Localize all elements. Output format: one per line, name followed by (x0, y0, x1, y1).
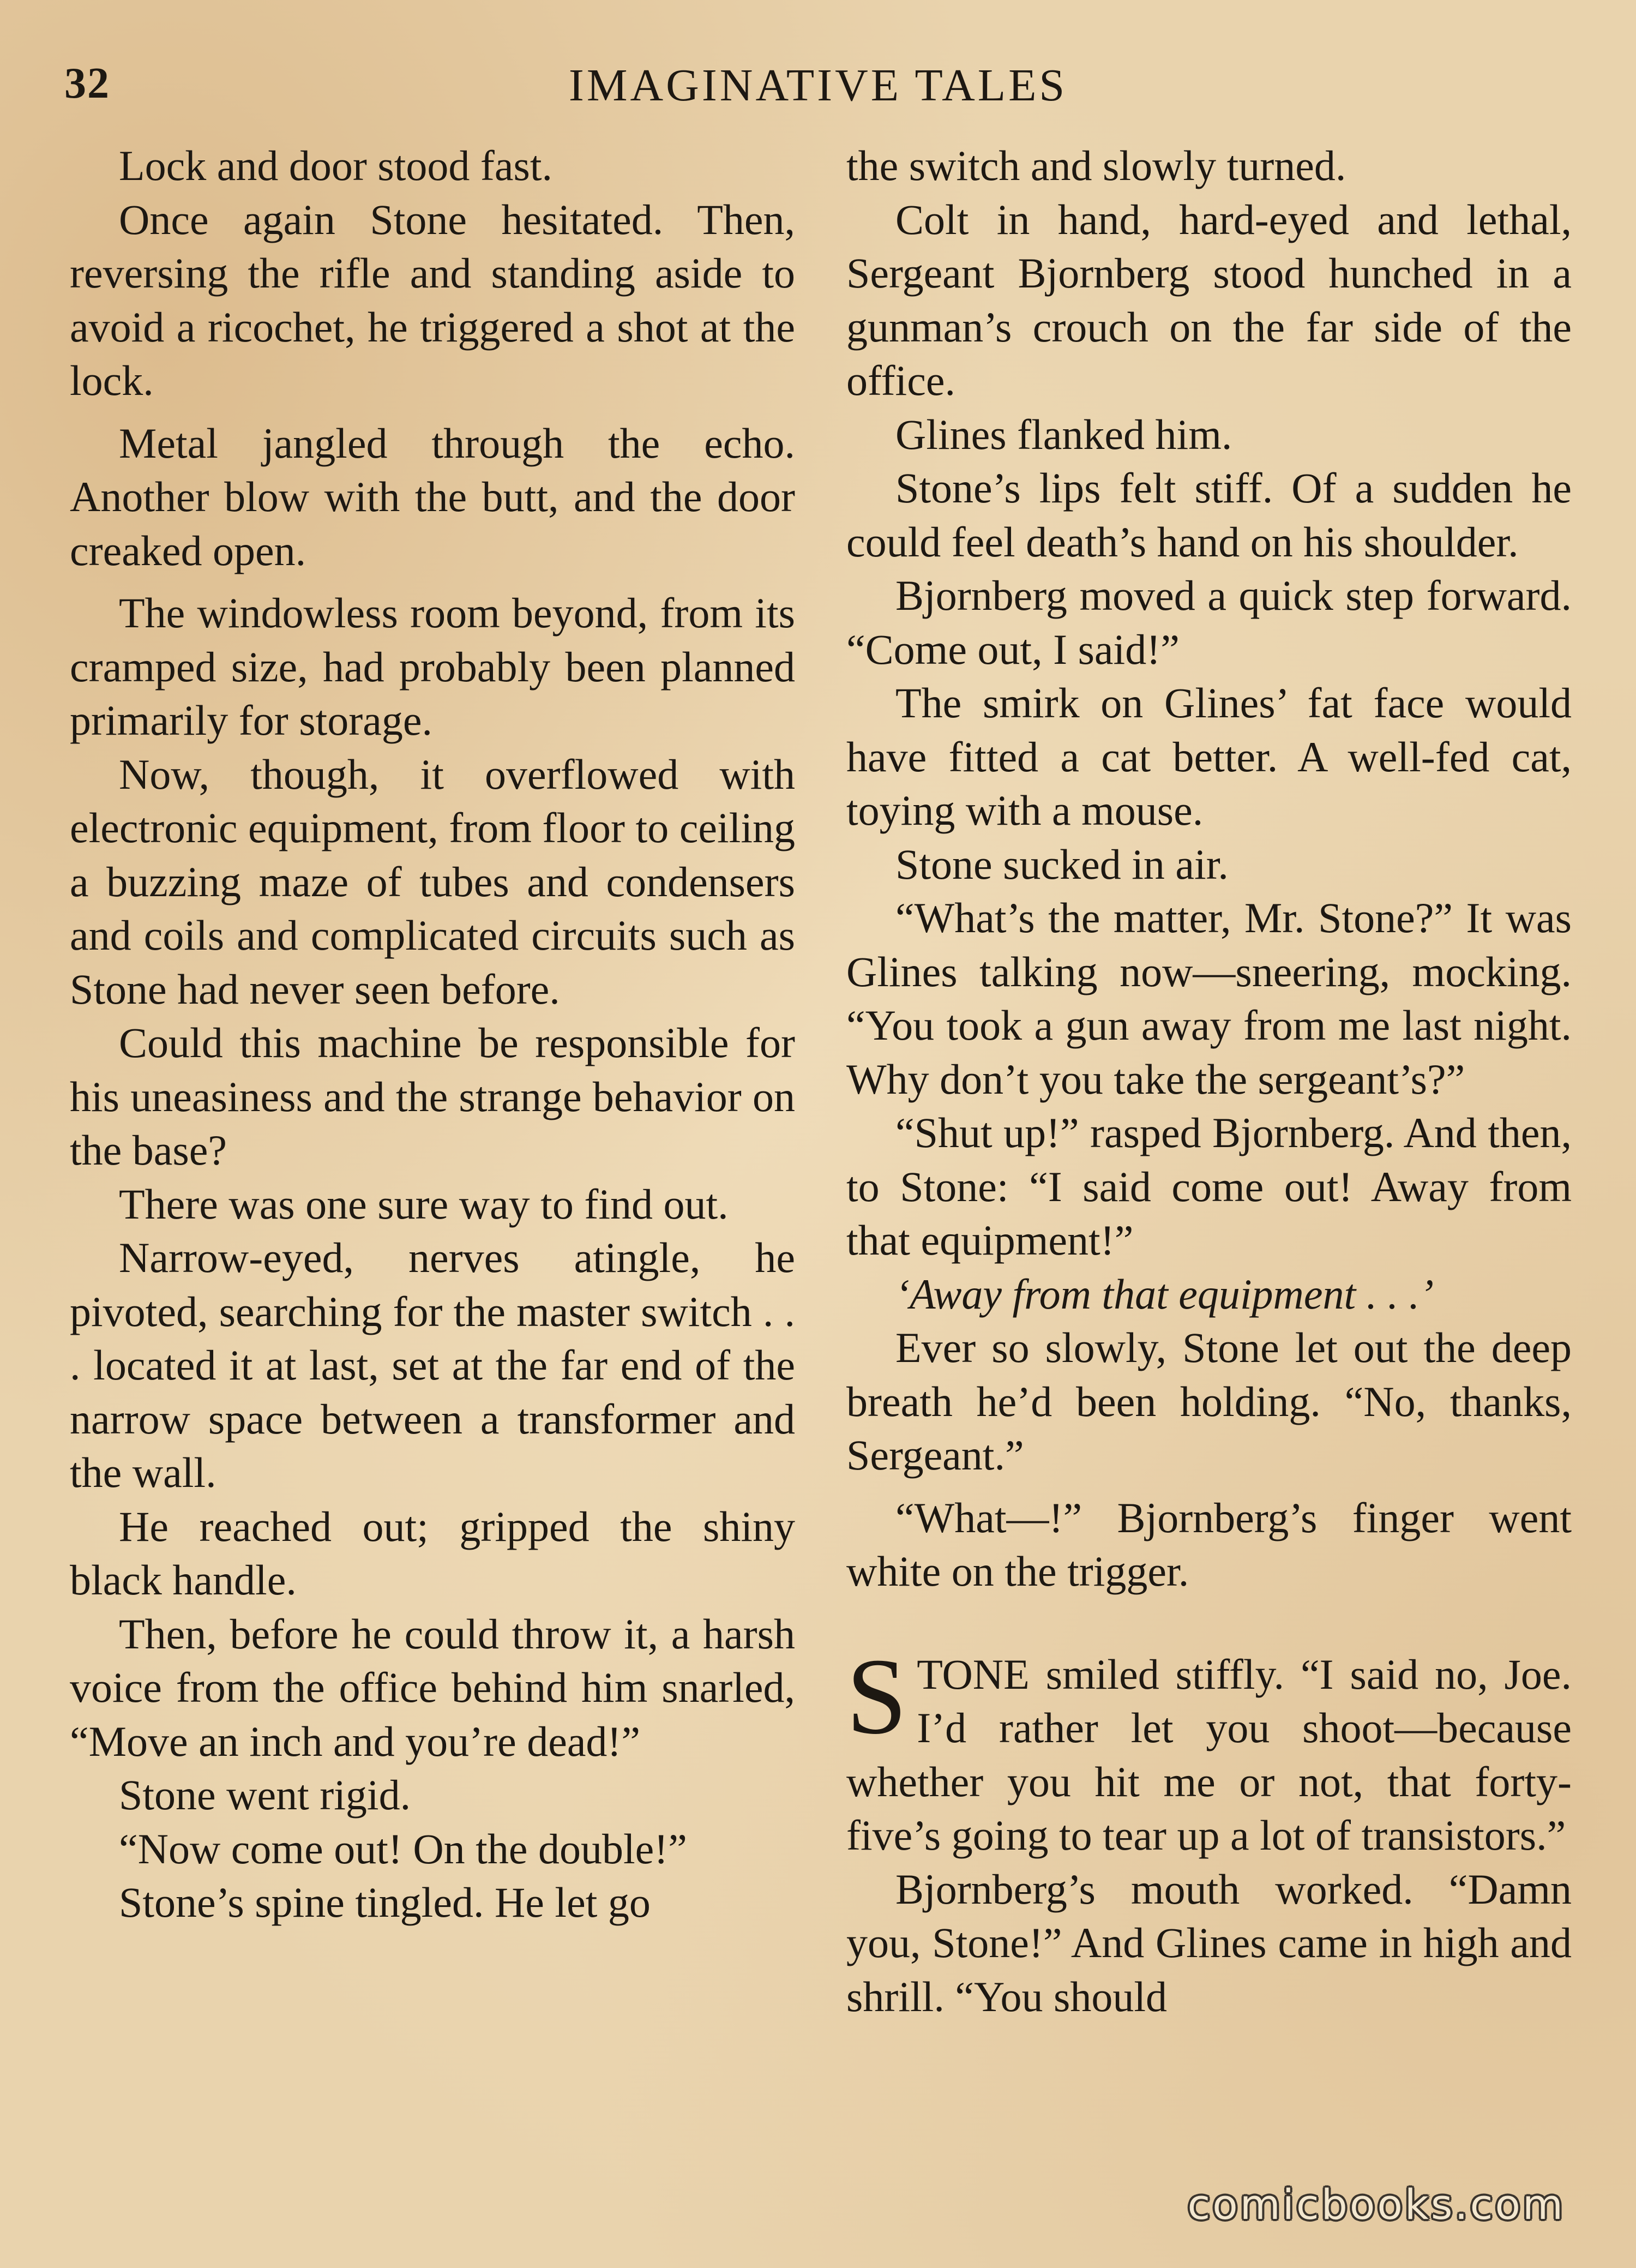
italic-paragraph: ‘Away from that equipment . . .’ (895, 1270, 1434, 1318)
paragraph: “What’s the matter, Mr. Stone?” It was Glines talking now—sneering, mocking. “You took a gun away from me last night. Why don’t you take the sergeant’s?” (846, 894, 1572, 1103)
paragraph: Colt in hand, hard-eyed and lethal, Sergeant Bjornberg stood hunched in a gunman’s crouch on the far side of the office. (846, 195, 1572, 404)
paragraph: Could this machine be responsible for his uneasiness and the strange behavior on the base? (70, 1019, 795, 1174)
watermark: comicbooks.com (1187, 2180, 1565, 2229)
paragraph: Bjornberg moved a quick step forward. “Come out, I said!” (846, 572, 1572, 673)
paragraph: Glines flanked him. (895, 410, 1232, 458)
page-number: 32 (64, 59, 110, 107)
section-opening-text: TONE smiled stiffly. “I said no, Joe. I’d rather let you shoot—because whether you hit me or not, that forty-five’s going to tear up a lot of transistors.” (846, 1650, 1572, 1859)
paragraph: The windowless room beyond, from its cramped size, had probably been planned primarily for storage. (70, 589, 795, 744)
paragraph: Stone sucked in air. (895, 840, 1229, 888)
section-opening-paragraph (846, 1636, 1572, 1863)
running-title: IMAGINATIVE TALES (568, 60, 1068, 111)
paragraph: Once again Stone hesitated. Then, reversing the rifle and standing aside to avoid a ricochet, he triggered a shot at the lock. (70, 195, 795, 404)
paragraph: Then, before he could throw it, a harsh voice from the office behind him snarled, “Move an inch and you’re dead!” (70, 1610, 795, 1765)
paragraph: Bjornberg’s mouth worked. “Damn you, Stone!” And Glines came in high and shrill. “You should (846, 1865, 1572, 2020)
left-column (70, 139, 795, 1930)
paragraph: He reached out; gripped the shiny black handle. (70, 1502, 795, 1604)
paragraph: Stone’s spine tingled. He let go (119, 1879, 651, 1926)
paragraph: Metal jangled through the echo. Another blow with the butt, and the door creaked open. (70, 419, 795, 574)
paragraph: Ever so slowly, Stone let out the deep breath he’d been holding. “No, thanks, Sergeant.” (846, 1324, 1572, 1479)
paragraph: Now, though, it overflowed with electronic equipment, from floor to ceiling a buzzing maze of tubes and condensers and coils and complicated circuits such as Stone had never seen before. (70, 750, 795, 1013)
paragraph: “Shut up!” rasped Bjornberg. And then, to Stone: “I said come out! Away from that equipment!” (846, 1109, 1572, 1264)
right-column (846, 139, 1572, 2024)
drop-cap: S (846, 1636, 907, 1757)
paragraph: The smirk on Glines’ fat face would have fitted a cat better. A well-fed cat, toying with a mouse. (846, 679, 1572, 834)
paragraph: Lock and door stood fast. (119, 142, 553, 189)
paragraph: Narrow-eyed, nerves atingle, he pivoted, searching for the master switch . . . located it at last, set at the far end of the narrow space between a transformer and the wall. (70, 1234, 795, 1496)
paragraph: “Now come out! On the double!” (119, 1825, 687, 1873)
paragraph: There was one sure way to find out. (119, 1180, 729, 1228)
paragraph: Stone went rigid. (119, 1771, 411, 1819)
paragraph: Stone’s lips felt stiff. Of a sudden he could feel death’s hand on his shoulder. (846, 464, 1572, 566)
paragraph: the switch and slowly turned. (846, 142, 1346, 189)
paragraph: “What—!” Bjornberg’s finger went white on the trigger. (846, 1493, 1572, 1595)
